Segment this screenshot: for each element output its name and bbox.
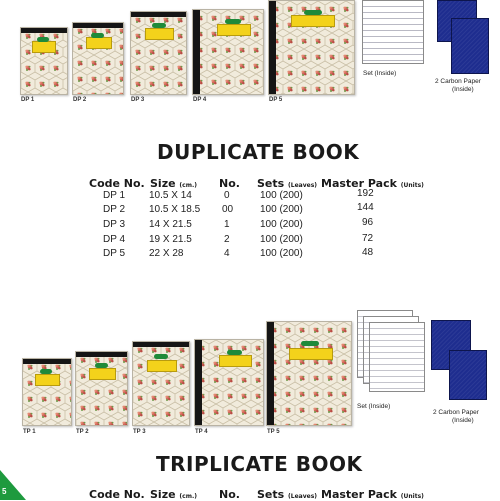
inside-sheet bbox=[369, 322, 425, 392]
col-code: Code No. bbox=[89, 488, 145, 501]
book-label: DP 1 bbox=[21, 97, 35, 103]
col-sets: Sets (Leaves) bbox=[257, 177, 318, 190]
col-master: Master Pack (Units) bbox=[321, 488, 424, 501]
cell-code: DP 2 bbox=[103, 204, 126, 215]
cell-master: 72 bbox=[362, 233, 374, 244]
cell-size: 22 X 28 bbox=[149, 248, 184, 259]
section-title: DUPLICATE BOOK bbox=[157, 140, 360, 164]
book-label: TP 3 bbox=[133, 429, 146, 435]
cell-no: 2 bbox=[224, 234, 230, 245]
notebook-dp4 bbox=[192, 9, 264, 95]
page-number: 5 bbox=[2, 487, 7, 496]
notebook-dp3 bbox=[130, 11, 187, 95]
book-label: DP 4 bbox=[193, 97, 207, 103]
cell-sets: 100 (200) bbox=[260, 190, 303, 201]
notebook-tp3 bbox=[132, 341, 190, 426]
col-size: Size (cm.) bbox=[150, 488, 197, 501]
cell-master: 96 bbox=[362, 217, 374, 228]
cell-master: 192 bbox=[357, 188, 374, 199]
cell-size: 10.5 X 14 bbox=[149, 190, 192, 201]
book-label: DP 3 bbox=[131, 97, 145, 103]
book-label: DP 2 bbox=[73, 97, 87, 103]
carbon-paper bbox=[451, 18, 489, 74]
cell-sets: 100 (200) bbox=[260, 204, 303, 215]
cell-sets: 100 (200) bbox=[260, 234, 303, 245]
cell-master: 48 bbox=[362, 247, 374, 258]
cell-no: 1 bbox=[224, 219, 230, 230]
carbon-caption: (Inside) bbox=[452, 417, 474, 424]
cell-sets: 100 (200) bbox=[260, 219, 303, 230]
book-label: TP 5 bbox=[267, 429, 280, 435]
book-label: DP 5 bbox=[269, 97, 283, 103]
section-title: TRIPLICATE BOOK bbox=[156, 452, 363, 476]
cell-code: DP 4 bbox=[103, 234, 126, 245]
set-caption: Set (Inside) bbox=[363, 70, 397, 77]
cell-size: 14 X 21.5 bbox=[149, 219, 192, 230]
cell-master: 144 bbox=[357, 202, 374, 213]
notebook-tp1 bbox=[22, 358, 72, 426]
carbon-paper bbox=[449, 350, 487, 400]
col-no: No. bbox=[219, 177, 240, 190]
col-no: No. bbox=[219, 488, 240, 501]
carbon-caption: 2 Carbon Paper bbox=[435, 78, 481, 85]
cell-no: 4 bbox=[224, 248, 230, 259]
cell-code: DP 1 bbox=[103, 190, 126, 201]
notebook-dp1 bbox=[20, 27, 68, 95]
book-label: TP 1 bbox=[23, 429, 36, 435]
notebook-tp4 bbox=[194, 339, 264, 426]
book-label: TP 4 bbox=[195, 429, 208, 435]
inside-sheet bbox=[362, 0, 424, 64]
notebook-dp2 bbox=[72, 22, 124, 95]
cell-no: 0 bbox=[224, 190, 230, 201]
notebook-tp5 bbox=[266, 321, 352, 426]
carbon-caption: 2 Carbon Paper bbox=[433, 409, 479, 416]
carbon-caption: (Inside) bbox=[452, 86, 474, 93]
cell-size: 19 X 21.5 bbox=[149, 234, 192, 245]
col-code: Code No. bbox=[89, 177, 145, 190]
col-sets: Sets (Leaves) bbox=[257, 488, 318, 501]
notebook-dp5 bbox=[268, 0, 355, 95]
cell-code: DP 5 bbox=[103, 248, 126, 259]
col-master: Master Pack (Units) bbox=[321, 177, 424, 190]
cell-size: 10.5 X 18.5 bbox=[149, 204, 201, 215]
col-size: Size (cm.) bbox=[150, 177, 197, 190]
cell-no: 00 bbox=[222, 204, 234, 215]
cell-sets: 100 (200) bbox=[260, 248, 303, 259]
cell-code: DP 3 bbox=[103, 219, 126, 230]
book-label: TP 2 bbox=[76, 429, 89, 435]
notebook-tp2 bbox=[75, 351, 128, 426]
set-caption: Set (Inside) bbox=[357, 403, 391, 410]
